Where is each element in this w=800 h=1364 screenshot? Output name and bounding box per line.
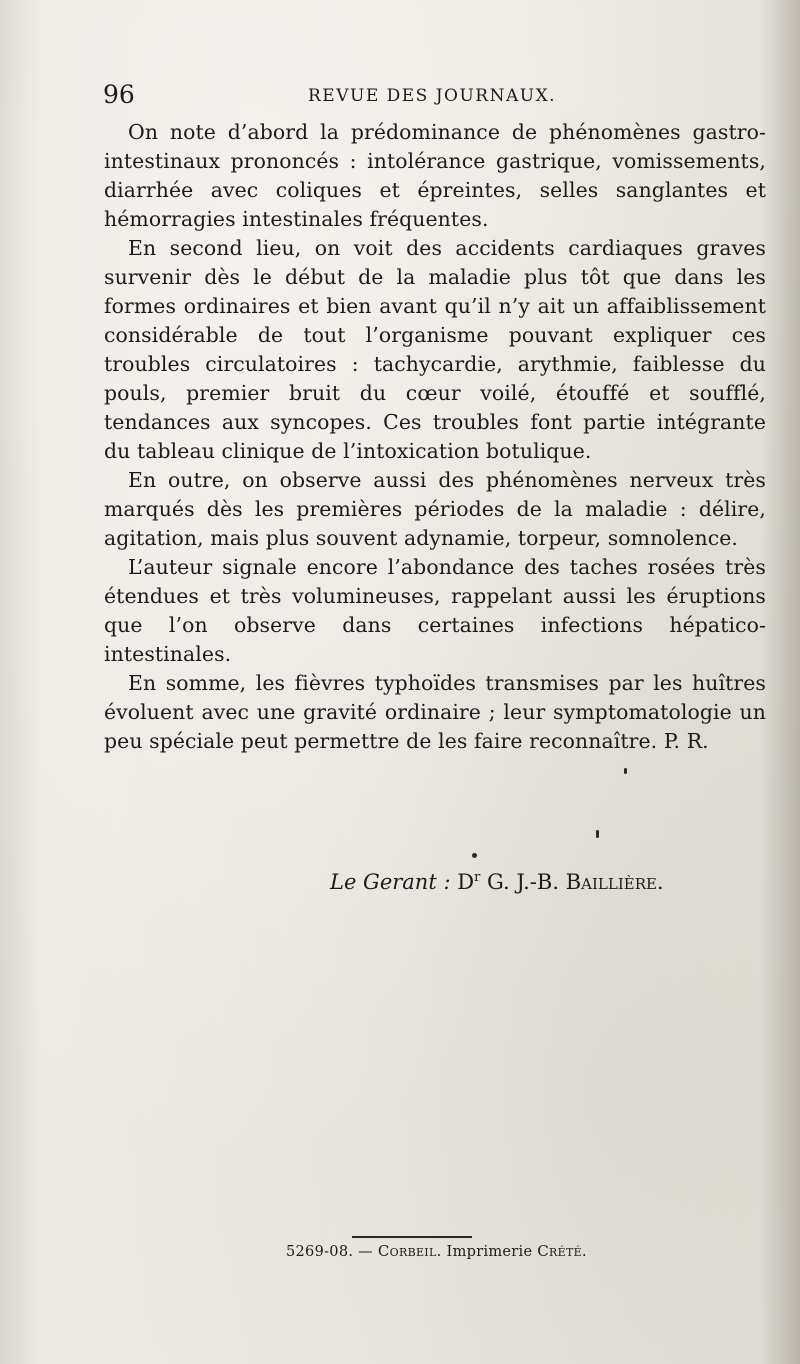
paragraph-conclusion: En somme, les fièvres typhoïdes transmises par les huîtres évoluent avec une gravité ordinaire ; leur symptomatologie un peu spéciale peut permettre de les faire reconnaître. P. R. [104, 671, 766, 753]
signature-line [330, 870, 664, 894]
signature-title-sup: r [474, 870, 481, 885]
signature-title: D [457, 870, 475, 894]
imprint-text: Imprimerie [446, 1244, 533, 1260]
page-number: 96 [103, 80, 135, 109]
ink-speck [596, 830, 599, 838]
page-header [98, 78, 758, 112]
footer-rule [352, 1236, 472, 1238]
ink-speck [624, 768, 627, 774]
running-head: REVUE DES JOURNAUX. [308, 86, 557, 106]
signature-surname: Baillière. [565, 870, 664, 894]
signature-label: Le Gerant : [330, 870, 451, 894]
imprint-city: Corbeil. [377, 1242, 442, 1260]
paragraph-nervous: En outre, on observe aussi des phénomènes nerveux très marqués dès les premières périodes de la maladie : délire, agitation, mais plus souvent adynamie, torpeur, somnolence. [104, 468, 766, 550]
signature-initials: G. J.-B. [486, 870, 560, 894]
paragraph-gastro-intestinal: On note d’abord la prédominance de phénomènes gastro-intestinaux prononcés : intolérance gastrique, vomissements, diarrhée avec coliques et épreintes, selles sanglantes et hémorragies intestinales fréquentes. [104, 120, 766, 231]
paragraph-cardiac: En second lieu, on voit des accidents cardiaques graves survenir dès le début de la maladie plus tôt que dans les formes ordinaires et bien avant qu’il n’y ait un affaiblissement considérable de tout l’organisme pouvant expliquer ces troubles circulatoires : tachycardie, arythmie, faiblesse du pouls, premier bruit du cœur voilé, étouffé et soufflé, tendances aux syncopes. Ces troubles font partie intégrante du tableau clinique de l’intoxication botulique. [104, 236, 766, 463]
imprint-printer: Crété. [537, 1242, 588, 1260]
article-body [104, 118, 766, 756]
printer-imprint [286, 1242, 587, 1260]
paragraph-rose-spots: L’auteur signale encore l’abondance des taches rosées très étendues et très volumineuses, rappelant aussi les éruptions que l’on observe dans certaines infections hépatico-intestinales. [104, 555, 766, 666]
imprint-code: 5269-08. — [286, 1244, 373, 1260]
ink-speck [472, 853, 477, 858]
